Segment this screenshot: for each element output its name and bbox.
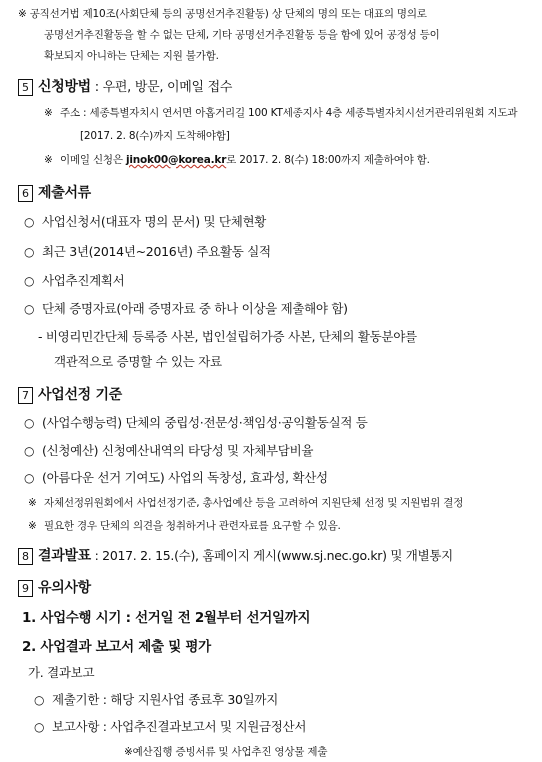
section-number-box: 9 (18, 580, 33, 597)
doc-item-2: ○ 최근 3년(2014년~2016년) 주요활동 실적 (24, 244, 271, 259)
section-9-heading (18, 577, 91, 597)
note-mark-icon: ※ (28, 520, 37, 532)
section-number-box: 5 (18, 79, 33, 96)
section-desc: : 2017. 2. 15.(수), 홈페이지 게시(www.sj.nec.go.kr) 및 개별통지 (90, 548, 453, 563)
section-title: 신청방법 (38, 79, 91, 95)
circle-bullet-icon: ○ (24, 416, 35, 430)
section-number-box: 6 (18, 185, 33, 202)
doc-subitem-line-1: - 비영리민간단체 등록증 사본, 법인설립허가증 사본, 단체의 활동분야를 (38, 329, 417, 344)
section-title: 유의사항 (38, 580, 91, 596)
note-mark-icon: ※ (44, 107, 53, 119)
report-item-2: ○ 보고사항 : 사업추진결과보고서 및 지원금정산서 (34, 719, 307, 734)
circle-bullet-icon: ○ (24, 245, 35, 259)
report-item-1: ○ 제출기한 : 해당 지원사업 종료후 30일까지 (34, 692, 278, 707)
email-address: jinok00@korea.kr (125, 154, 227, 166)
criteria-note-1: ※ 자체선정위원회에서 사업선정기준, 총사업예산 등을 고려하여 지원단체 선정 및 지원범위 결정 (28, 497, 464, 509)
notice-line-1: ※ 공직선거법 제10조(사회단체 등의 공명선거추진활동) 상 단체의 명의 또는 대표의 명의로 (18, 8, 427, 20)
circle-bullet-icon: ○ (24, 302, 35, 316)
doc-item-3: ○ 사업추진계획서 (24, 273, 125, 288)
email-line: ※ 이메일 신청은 jinok00@korea.kr로 2017. 2. 8(수) 18:00까지 제출하여야 함. (44, 154, 430, 166)
section-title: 결과발표 (38, 548, 91, 564)
doc-item-1: ○ 사업신청서(대표자 명의 문서) 및 단체현황 (24, 214, 267, 229)
circle-bullet-icon: ○ (24, 471, 35, 485)
doc-item-4: ○ 단체 증명자료(아래 증명자료 중 하나 이상을 제출해야 함) (24, 301, 348, 316)
circle-bullet-icon: ○ (24, 444, 35, 458)
circle-bullet-icon: ○ (34, 720, 45, 734)
criteria-item-1: ○ (사업수행능력) 단체의 중립성·전문성·책임성·공익활동실적 등 (24, 415, 368, 430)
report-footnote: ※예산집행 증빙서류 및 사업추진 영상물 제출 (124, 746, 328, 758)
address-line-1: ※ 주소 : 세종특별자치시 연서면 아홉거리길 100 KT세종지사 4층 세종특별자치시선거관리위원회 지도과 (44, 107, 518, 119)
address-line-2: [2017. 2. 8(수)까지 도착해야함] (80, 130, 230, 142)
report-subheading: 가. 결과보고 (28, 665, 95, 680)
circle-bullet-icon: ○ (24, 215, 35, 229)
doc-subitem-line-2: 객관적으로 증명할 수 있는 자료 (54, 354, 222, 369)
note-mark-icon: ※ (28, 497, 37, 509)
section-title: 사업선정 기준 (38, 387, 122, 403)
criteria-item-2: ○ (신청예산) 신청예산내역의 타당성 및 자체부담비율 (24, 443, 314, 458)
section-6-heading (18, 182, 91, 202)
section-7-heading (18, 384, 122, 404)
section-number-box: 7 (18, 387, 33, 404)
caution-item-1: 1. 사업수행 시기 : 선거일 전 2월부터 선거일까지 (22, 610, 311, 626)
section-5-heading (18, 76, 232, 96)
note-mark-icon: ※ (44, 154, 53, 166)
section-title: 제출서류 (38, 185, 91, 201)
section-desc: : 우편, 방문, 이메일 접수 (90, 80, 233, 95)
section-number-box: 8 (18, 548, 33, 565)
circle-bullet-icon: ○ (24, 274, 35, 288)
criteria-item-3: ○ (아름다운 선거 기여도) 사업의 독창성, 효과성, 확산성 (24, 470, 328, 485)
notice-line-2: 공명선거추진활동을 할 수 없는 단체, 기타 공명선거추진활동 등을 함에 있어 공정성 등이 (44, 29, 440, 41)
notice-line-3: 확보되지 아니하는 단체는 지원 불가함. (44, 50, 219, 62)
caution-item-2: 2. 사업결과 보고서 제출 및 평가 (22, 639, 211, 655)
circle-bullet-icon: ○ (34, 693, 45, 707)
section-8-heading (18, 545, 453, 565)
criteria-note-2: ※ 필요한 경우 단체의 의견을 청취하거나 관련자료를 요구할 수 있음. (28, 520, 341, 532)
